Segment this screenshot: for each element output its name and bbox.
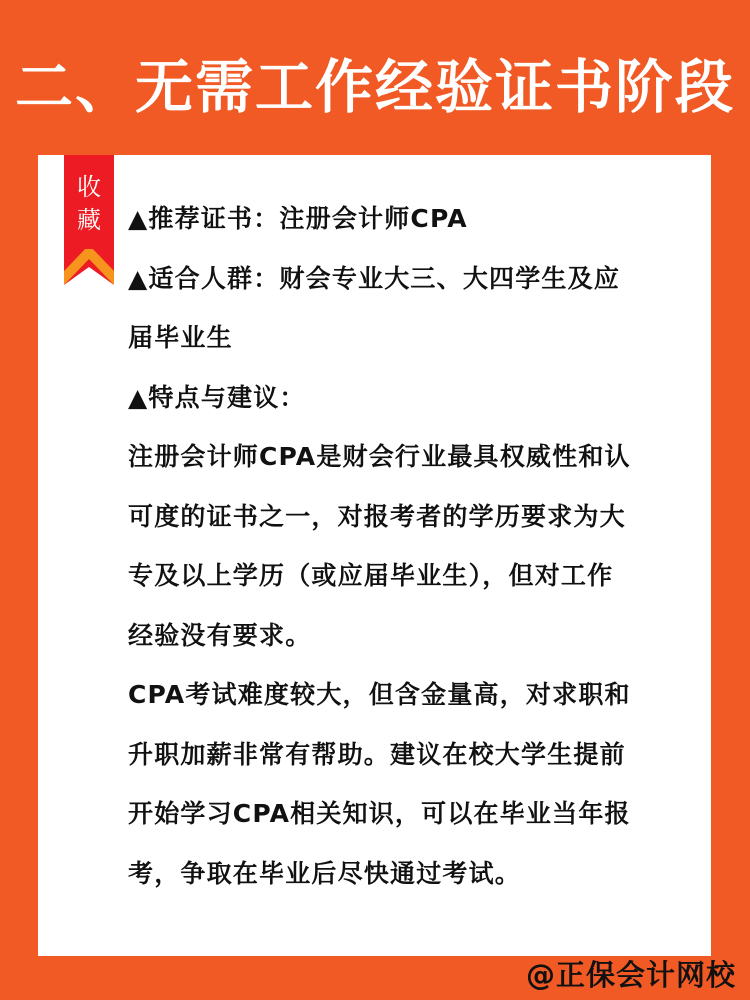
paragraph-line: 可度的证书之一，对报考者的学历要求为大 bbox=[128, 501, 626, 531]
target-audience-line-cont: 届毕业生 bbox=[128, 323, 233, 352]
content-text bbox=[128, 199, 703, 913]
paragraph-line: 注册会计师CPA是财会行业最具权威性和认 bbox=[128, 442, 631, 471]
content-card bbox=[38, 155, 711, 956]
features-heading: ▲特点与建议： bbox=[128, 382, 306, 412]
paragraph-line: CPA考试难度较大，但含金量高，对求职和 bbox=[128, 680, 631, 709]
brand-watermark: @正保会计网校 bbox=[525, 958, 736, 992]
target-audience-line: ▲适合人群：财会专业大三、大四学生及应 bbox=[128, 263, 621, 293]
page-title: 二、无需工作经验证书阶段 bbox=[14, 53, 735, 121]
paragraph-line: 开始学习CPA相关知识，可以在毕业当年报 bbox=[128, 799, 631, 828]
bookmark-label-line1: 收 bbox=[77, 173, 101, 201]
bookmark-ribbon[interactable] bbox=[64, 155, 114, 285]
bookmark-label-line2: 藏 bbox=[77, 206, 101, 234]
recommended-cert-line: ▲推荐证书：注册会计师CPA bbox=[128, 204, 468, 233]
paragraph-line: 经验没有要求。 bbox=[128, 620, 312, 650]
paragraph-line: 专及以上学历（或应届毕业生），但对工作 bbox=[128, 561, 614, 590]
bookmark-label bbox=[64, 171, 114, 237]
chevron-up-icon bbox=[64, 249, 114, 285]
paragraph-line: 升职加薪非常有帮助。建议在校大学生提前 bbox=[128, 739, 626, 769]
paragraph-line: 考，争取在毕业后尽快通过考试。 bbox=[128, 858, 522, 888]
